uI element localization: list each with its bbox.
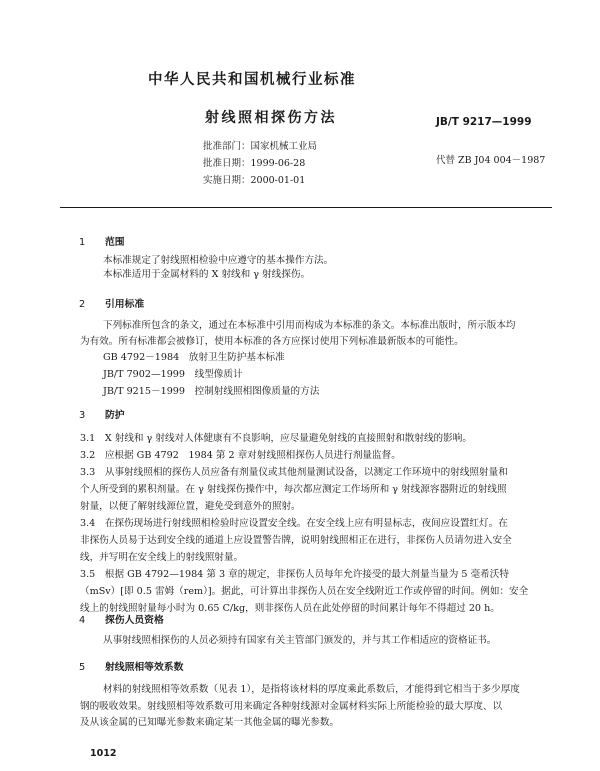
page-number: 1012 xyxy=(90,748,117,759)
section-number: 1 xyxy=(79,237,86,248)
replaces-standard: 代替 ZB J04 004－1987 xyxy=(436,155,546,166)
section-number: 2 xyxy=(79,299,86,310)
effective-date: 实施日期：2000-01-01 xyxy=(203,175,306,186)
clause-line: 3.1 X 射线和 γ 射线对人体健康有不良影响，应尽量避免射线的直接照射和散射线的影响。 xyxy=(80,433,472,444)
clause-line: 线上的射线照射量每小时为 0.65 C/kg，则非探伤人员在此处停留的时间累计每年不得超过 20 h。 xyxy=(80,603,500,614)
clause-line: （mSv）[即 0.5 雷姆（rem）]。据此，可计算出非探伤人员在安全线附近工作或停留的时间。例如：安全 xyxy=(80,586,529,597)
clause-line: 射量，以便了解射线源位置，避免受到意外的照射。 xyxy=(80,501,301,512)
section-heading xyxy=(79,659,183,673)
approval-date: 批准日期：1999-06-28 xyxy=(203,158,306,169)
reference-item: JB/T 9215－1999 控制射线照相图像质量的方法 xyxy=(103,386,320,397)
clause-line: 个人所受到的累积剂量。在 γ 射线探伤操作中，每次都应测定工作场所和 γ 射线源容器附近的射线照 xyxy=(80,484,507,495)
paragraph-line: 本标准适用于金属材料的 X 射线和 γ 射线探伤。 xyxy=(103,269,311,280)
paragraph-line: 材料的射线照相等效系数（见表 1），是指将该材料的厚度乘此系数后，才能得到它相当于多少厚度 xyxy=(103,684,520,695)
clause-line: 3.4 在探伤现场进行射线照相检验时应设置安全线。在安全线上应有明显标志，夜间应设置红灯。在 xyxy=(80,518,508,529)
paragraph-line: 下列标准所包含的条文，通过在本标准中引用而构成为本标准的条文。本标准出版时，所示版本均 xyxy=(103,320,516,331)
section-number: 5 xyxy=(79,662,86,673)
section-title: 防护 xyxy=(105,410,125,421)
section-title: 射线照相等效系数 xyxy=(105,662,184,673)
clause-line: 3.2 应根据 GB 4792 1984 第 2 章对射线照相探伤人员进行剂量监督。 xyxy=(80,450,401,461)
paragraph-line: 从事射线照相探伤的人员必须持有国家有关主管部门颁发的，并与其工作相适应的资格证书。 xyxy=(103,635,497,646)
section-heading xyxy=(79,407,125,421)
section-title: 探伤人员资格 xyxy=(105,615,164,626)
section-heading xyxy=(79,612,164,626)
section-body xyxy=(103,254,333,282)
header-divider xyxy=(60,207,552,208)
section-title: 范围 xyxy=(105,237,125,248)
clause-line: 非探伤人员易于达到安全线的通道上应设置警告牌，说明射线照相正在进行，非探伤人员请勿进入安全 xyxy=(80,535,512,546)
section-title: 引用标准 xyxy=(105,299,145,310)
standard-title: 射线照相探伤方法 xyxy=(205,110,337,126)
reference-item: GB 4792－1984 放射卫生防护基本标准 xyxy=(103,352,285,363)
clause-line: 3.3 从事射线照相的探伤人员应备有剂量仪或其他剂量测试设备，以测定工作环境中的射线照射量和 xyxy=(80,467,508,478)
section-heading xyxy=(79,296,144,310)
paragraph-line: 本标准规定了射线照相检验中应遵守的基本操作方法。 xyxy=(103,255,334,266)
section-number: 4 xyxy=(79,615,86,626)
paragraph-line: 钢的吸收效果。射线照相等效系数可用来确定各种射线源对金属材料实际上所能检验的最大厚度、以 xyxy=(80,701,503,712)
section-heading xyxy=(79,234,125,248)
reference-item: JB/T 7902—1999 线型像质计 xyxy=(103,369,243,380)
clause-line: 3.5 根据 GB 4792—1984 第 3 章的规定，非探伤人员每年允许接受的最大剂量当量为 5 毫希沃特 xyxy=(80,569,509,580)
section-number: 3 xyxy=(79,410,86,421)
standard-number: JB/T 9217—1999 xyxy=(436,116,532,128)
industry-standard-title: 中华人民共和国机械行业标准 xyxy=(148,72,356,88)
paragraph-line: 及从该金属的已知曝光参数来确定某一其他金属的曝光参数。 xyxy=(80,717,340,728)
paragraph-line: 为有效。所有标准都会被修订，使用本标准的各方应探讨使用下列标准最新版本的可能性。 xyxy=(80,336,464,347)
section-body xyxy=(80,432,528,616)
clause-line: 线，并写明在安全线上的射线照射量。 xyxy=(80,552,244,563)
approved-by: 批准部门：国家机械工业局 xyxy=(203,141,318,152)
